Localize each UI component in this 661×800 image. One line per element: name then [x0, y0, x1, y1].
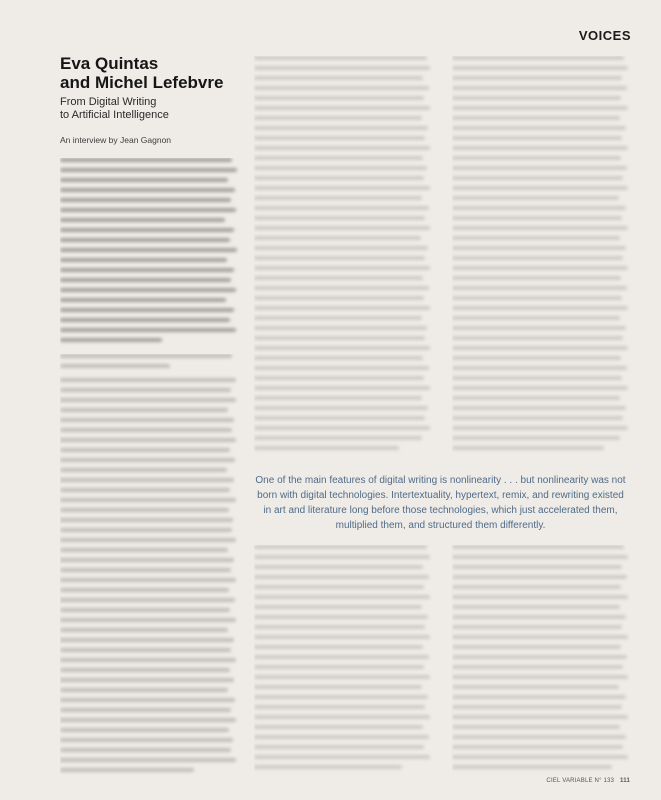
blurred-text-line — [60, 364, 170, 368]
blurred-text-line — [254, 605, 422, 609]
blurred-text-line — [254, 266, 430, 270]
blurred-text-line — [60, 168, 237, 172]
blurred-text-line — [60, 668, 230, 672]
blurred-text-line — [452, 655, 627, 659]
blurred-text-line — [60, 408, 228, 412]
blurred-text-line — [60, 248, 237, 252]
blurred-text-line — [452, 685, 619, 689]
blurred-text-line — [452, 306, 628, 310]
blurred-text-line — [254, 186, 430, 190]
blurred-text-line — [452, 106, 628, 110]
page-number: 111 — [620, 778, 630, 784]
blurred-text-line — [60, 278, 231, 282]
blurred-text-line — [254, 416, 425, 420]
blurred-text-line — [60, 354, 232, 358]
blurred-text-line — [254, 446, 399, 450]
blurred-text-line — [452, 436, 620, 440]
blurred-text-line — [452, 86, 627, 90]
blurred-text-line — [254, 216, 425, 220]
blurred-text-line — [254, 635, 430, 639]
blurred-text-line — [452, 565, 622, 569]
blurred-text-line — [254, 226, 430, 230]
blurred-text-line — [60, 738, 233, 742]
blurred-text-line — [254, 725, 423, 729]
blurred-intro-column — [60, 158, 240, 348]
blurred-text-line — [254, 645, 423, 649]
blurred-text-line — [60, 388, 231, 392]
blurred-text-line — [60, 618, 236, 622]
blurred-text-line — [254, 615, 428, 619]
article-title — [60, 54, 240, 92]
blurred-text-line — [254, 426, 430, 430]
blurred-text-line — [452, 386, 628, 390]
blurred-text-line — [452, 396, 620, 400]
blurred-text-line — [254, 545, 427, 549]
blurred-text-line — [60, 398, 236, 402]
blurred-text-line — [254, 76, 423, 80]
blurred-body-column-left — [60, 354, 240, 778]
blurred-text-line — [60, 258, 227, 262]
blurred-text-line — [60, 458, 235, 462]
blurred-text-line — [254, 585, 424, 589]
pull-quote: One of the main features of digital writing is nonlinearity . . . but nonlinearity was not born with digital technologies. Intertextuality, hypertext, remix, and rewriting existed in art and literature long before those technologies, which just accelerated them, multiplied them, and structured them differently. — [255, 475, 626, 531]
blurred-text-line — [60, 298, 226, 302]
blurred-text-line — [60, 728, 229, 732]
blurred-text-line — [254, 176, 424, 180]
blurred-text-line — [60, 558, 234, 562]
blurred-text-line — [60, 648, 231, 652]
blurred-text-line — [60, 508, 229, 512]
blurred-text-line — [254, 306, 430, 310]
blurred-body-column-middle-top — [254, 56, 432, 460]
section-label: VOICES — [578, 28, 631, 43]
blurred-text-line — [452, 266, 628, 270]
blurred-text-line — [254, 555, 430, 559]
blurred-text-line — [60, 528, 232, 532]
blurred-text-line — [452, 755, 628, 759]
blurred-text-line — [254, 296, 424, 300]
blurred-text-line — [452, 206, 626, 210]
blurred-text-line — [254, 196, 422, 200]
blurred-text-line — [452, 765, 612, 769]
blurred-text-line — [452, 406, 626, 410]
blurred-text-line — [60, 448, 230, 452]
blurred-text-line — [60, 588, 229, 592]
blurred-text-line — [60, 758, 236, 762]
blurred-text-line — [254, 406, 428, 410]
publication-name: CIEL VARIABLE N° 133 — [546, 778, 615, 784]
blurred-text-line — [254, 246, 428, 250]
blurred-text-line — [60, 228, 234, 232]
blurred-text-line — [60, 238, 230, 242]
blurred-text-line — [60, 418, 234, 422]
blurred-text-line — [254, 206, 429, 210]
blurred-text-line — [60, 688, 228, 692]
blurred-text-line — [60, 718, 236, 722]
blurred-text-line — [254, 236, 421, 240]
blurred-text-line — [60, 628, 228, 632]
blurred-text-line — [254, 156, 423, 160]
blurred-text-line — [60, 338, 162, 342]
blurred-text-line — [452, 316, 620, 320]
blurred-text-line — [254, 595, 430, 599]
article-title-block — [60, 54, 240, 145]
blurred-text-line — [452, 116, 620, 120]
blurred-text-line — [254, 106, 430, 110]
blurred-body-column-middle-bottom — [254, 545, 432, 777]
blurred-text-line — [452, 376, 622, 380]
blurred-text-line — [254, 715, 430, 719]
blurred-text-line — [254, 745, 424, 749]
blurred-text-line — [452, 735, 626, 739]
blurred-text-line — [452, 196, 619, 200]
blurred-text-line — [254, 625, 425, 629]
article-title-line-1: Eva Quintas — [60, 54, 159, 73]
blurred-text-line — [452, 645, 621, 649]
blurred-text-line — [452, 745, 623, 749]
blurred-text-line — [60, 318, 230, 322]
blurred-text-line — [452, 166, 627, 170]
blurred-text-line — [60, 638, 234, 642]
blurred-text-line — [60, 308, 234, 312]
blurred-text-line — [254, 396, 422, 400]
article-title-line-2: and Michel Lefebvre — [60, 73, 224, 92]
blurred-text-line — [452, 665, 623, 669]
blurred-text-line — [60, 608, 230, 612]
article-subtitle-line-2: to Artificial Intelligence — [60, 109, 169, 121]
blurred-text-line — [452, 635, 628, 639]
blurred-text-line — [452, 186, 628, 190]
blurred-text-line — [452, 446, 604, 450]
blurred-body-column-right-top — [452, 56, 630, 460]
blurred-text-line — [254, 66, 430, 70]
blurred-text-line — [60, 498, 236, 502]
blurred-text-line — [452, 236, 620, 240]
blurred-text-line — [452, 585, 621, 589]
blurred-text-line — [60, 678, 234, 682]
blurred-text-line — [452, 66, 628, 70]
blurred-text-line — [60, 328, 236, 332]
blurred-text-line — [254, 286, 429, 290]
blurred-text-line — [254, 685, 422, 689]
footer — [546, 777, 630, 785]
blurred-text-line — [452, 136, 622, 140]
blurred-text-line — [60, 708, 231, 712]
blurred-text-line — [452, 276, 621, 280]
blurred-text-line — [60, 288, 236, 292]
blurred-text-line — [452, 326, 626, 330]
blurred-text-line — [254, 146, 430, 150]
blurred-text-line — [254, 136, 425, 140]
blurred-text-line — [60, 518, 233, 522]
blurred-text-line — [254, 665, 424, 669]
blurred-text-line — [452, 146, 628, 150]
blurred-text-line — [254, 436, 422, 440]
blurred-text-line — [452, 595, 628, 599]
blurred-text-line — [452, 605, 620, 609]
blurred-text-line — [254, 336, 425, 340]
blurred-text-line — [60, 218, 225, 222]
blurred-text-line — [452, 346, 628, 350]
blurred-text-line — [452, 216, 622, 220]
blurred-text-line — [452, 246, 626, 250]
blurred-text-line — [254, 256, 425, 260]
blurred-text-line — [60, 208, 236, 212]
blurred-text-line — [254, 655, 429, 659]
blurred-text-line — [452, 705, 622, 709]
blurred-text-line — [254, 565, 423, 569]
blurred-text-line — [254, 346, 430, 350]
blurred-text-line — [452, 296, 622, 300]
blurred-text-line — [60, 538, 236, 542]
blurred-text-line — [452, 226, 628, 230]
blurred-text-line — [254, 386, 430, 390]
blurred-text-line — [254, 376, 424, 380]
blurred-text-line — [254, 116, 422, 120]
blurred-text-line — [60, 468, 227, 472]
blurred-text-line — [254, 166, 427, 170]
blurred-text-line — [60, 748, 231, 752]
blurred-text-line — [254, 356, 423, 360]
blurred-text-line — [254, 96, 424, 100]
blurred-text-line — [254, 705, 425, 709]
blurred-text-line — [60, 578, 236, 582]
blurred-text-line — [452, 336, 623, 340]
blurred-text-line — [254, 575, 429, 579]
blurred-text-line — [452, 615, 626, 619]
blurred-text-line — [452, 416, 623, 420]
blurred-text-line — [254, 765, 402, 769]
blurred-text-line — [254, 86, 429, 90]
blurred-text-line — [60, 178, 228, 182]
blurred-text-line — [60, 188, 235, 192]
blurred-text-line — [452, 96, 621, 100]
blurred-text-line — [452, 156, 621, 160]
blurred-text-line — [452, 56, 624, 60]
blurred-text-line — [254, 126, 428, 130]
blurred-text-line — [60, 548, 228, 552]
blurred-text-line — [452, 76, 622, 80]
blurred-text-line — [254, 316, 422, 320]
blurred-text-line — [60, 268, 234, 272]
blurred-text-line — [254, 326, 427, 330]
blurred-text-line — [452, 545, 624, 549]
byline: An interview by Jean Gagnon — [60, 135, 172, 145]
article-subtitle — [60, 96, 240, 122]
blurred-text-line — [60, 568, 231, 572]
blurred-text-line — [452, 625, 622, 629]
blurred-text-line — [452, 256, 623, 260]
blurred-text-line — [452, 675, 628, 679]
blurred-text-line — [60, 478, 234, 482]
blurred-text-line — [452, 426, 628, 430]
blurred-text-line — [254, 695, 428, 699]
blurred-text-line — [60, 158, 232, 162]
blurred-text-line — [60, 438, 236, 442]
blurred-text-line — [452, 126, 626, 130]
blurred-text-line — [452, 286, 627, 290]
blurred-text-line — [254, 755, 430, 759]
blurred-text-line — [60, 658, 236, 662]
blurred-text-line — [60, 698, 235, 702]
blurred-text-line — [60, 598, 235, 602]
blurred-text-line — [60, 378, 236, 382]
blurred-text-line — [452, 575, 627, 579]
blurred-text-line — [452, 356, 621, 360]
blurred-text-line — [60, 428, 232, 432]
blurred-body-column-right-bottom — [452, 545, 630, 777]
blurred-text-line — [452, 555, 628, 559]
blurred-text-line — [452, 176, 623, 180]
article-subtitle-line-1: From Digital Writing — [60, 96, 157, 108]
blurred-text-line — [452, 695, 626, 699]
blurred-text-line — [254, 366, 429, 370]
blurred-text-line — [452, 715, 628, 719]
blurred-text-line — [254, 675, 430, 679]
blurred-text-line — [60, 768, 194, 772]
blurred-text-line — [254, 56, 427, 60]
blurred-text-line — [254, 276, 423, 280]
blurred-text-line — [452, 725, 620, 729]
blurred-text-line — [452, 366, 627, 370]
blurred-text-line — [254, 735, 429, 739]
blurred-text-line — [60, 488, 230, 492]
blurred-text-line — [60, 198, 231, 202]
